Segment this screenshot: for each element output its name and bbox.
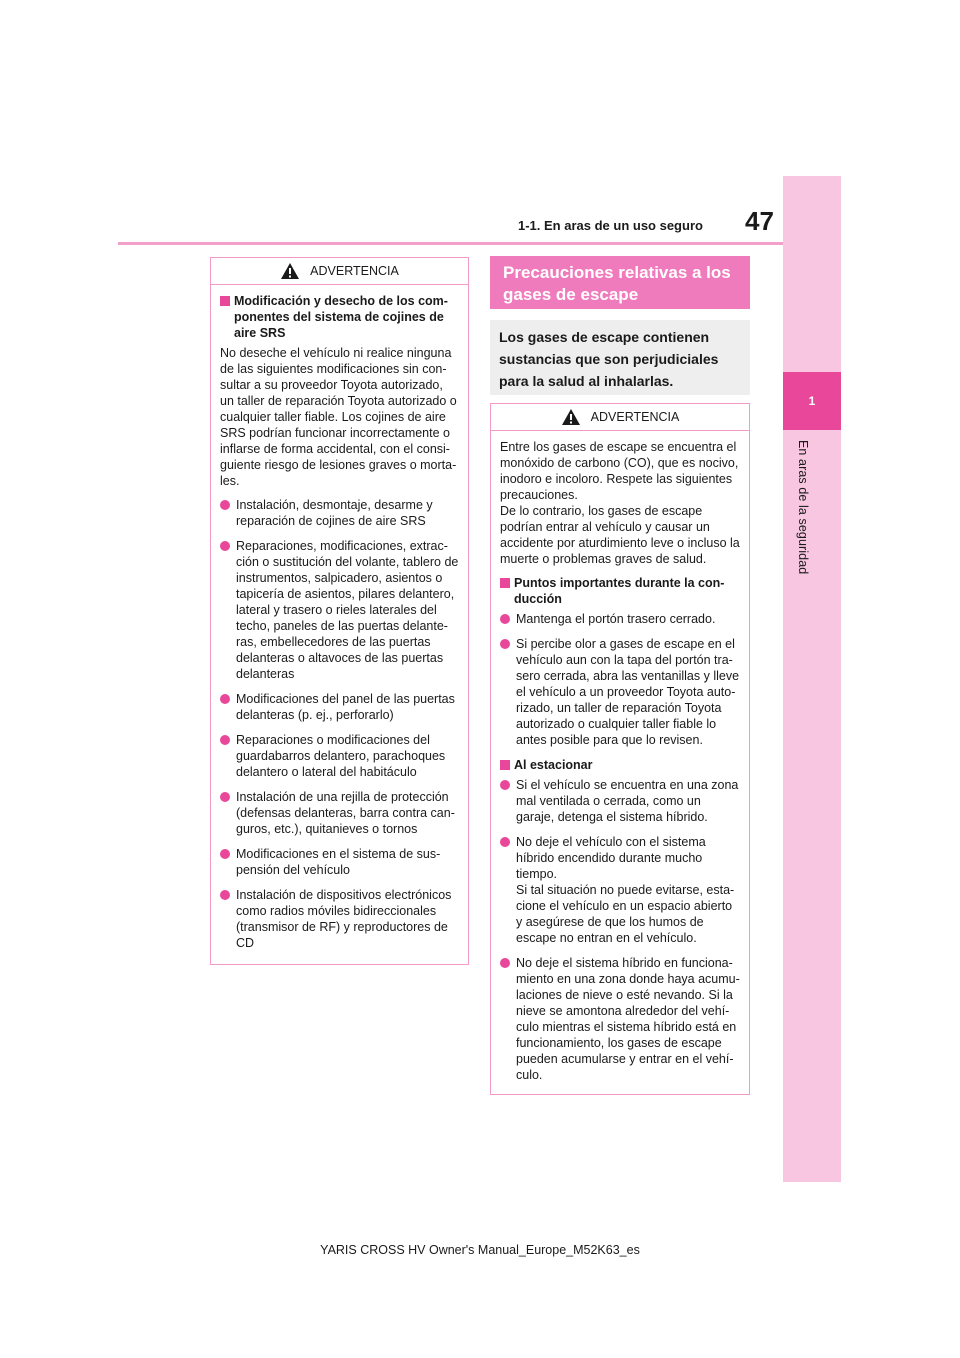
section-title-text: Modificación y desecho de los com-ponentes del sistema de cojines de aire SRS <box>234 294 448 340</box>
footer: YARIS CROSS HV Owner's Manual_Europe_M52K63_es <box>320 1243 640 1257</box>
dot-bullet-icon <box>500 780 510 790</box>
warning-header <box>211 258 468 285</box>
list-item <box>500 955 740 1083</box>
page-number: 47 <box>745 206 774 236</box>
section-title <box>220 293 459 341</box>
list-item <box>220 691 459 723</box>
warning-intro: Entre los gases de escape se encuentra el monóxido de carbono (CO), que es nocivo, inodoro e incoloro. Respete las siguientes precauciones. <box>500 440 739 502</box>
side-tab-label: En aras de la seguridad <box>796 440 810 575</box>
section-summary: Los gases de escape contienen sustancias que son perjudiciales para la salud al inhalarlas. <box>490 320 750 395</box>
section-title-text: Al estacionar <box>514 758 593 772</box>
section-title-exhaust: Precauciones relativas a los gases de escape <box>490 256 750 309</box>
side-tab-chapter-number[interactable]: 1 <box>783 372 841 430</box>
warning-heading: ADVERTENCIA <box>310 264 399 278</box>
list-item-text: Instalación de una rejilla de protección (defensas delanteras, barra contra can-guros, etc.), quitanieves o tornos <box>236 790 455 836</box>
dot-bullet-icon <box>500 639 510 649</box>
dot-bullet-icon <box>500 958 510 968</box>
dot-bullet-icon <box>220 849 230 859</box>
list-item <box>220 732 459 780</box>
list-item-text: Modificaciones del panel de las puertas delanteras (p. ej., perforarlo) <box>236 692 455 722</box>
dot-bullet-icon <box>220 500 230 510</box>
section-title <box>500 757 740 773</box>
list-item-text: Mantenga el portón trasero cerrado. <box>516 612 716 626</box>
list-item <box>500 636 740 748</box>
list-item-text-group <box>516 834 740 946</box>
dot-bullet-icon <box>220 735 230 745</box>
list-item-text: Reparaciones, modificaciones, extrac-ción o sustitución del volante, tablero de instrumentos, salpicadero, asientos o tapicería de asientos, pilares delantero, lateral y trasero o rieles laterales del techo, paneles de las puertas delante-ras, embellecedores de las puertas delanteras o altavoces de las puertas delanteras <box>236 539 459 681</box>
list-item-text: Instalación de dispositivos electrónicos como radios móviles bidireccionales (transmisor de RF) y reproductores de CD <box>236 888 452 950</box>
warning-intro: No deseche el vehículo ni realice ninguna de las siguientes modificaciones sin con-sultar a su proveedor Toyota autorizado, un taller de reparación Toyota autorizado o cualquier taller fiable. Los cojines de aire SRS podrían funcionar incorrectamente o inflarse de forma accidental, con el consi-guiente riesgo de lesiones graves o morta-les. <box>220 346 457 488</box>
header-rule <box>118 242 783 245</box>
square-bullet-icon <box>220 296 230 306</box>
list-item-text: Modificaciones en el sistema de sus-pensión del vehículo <box>236 847 441 877</box>
list-item-text: Si percibe olor a gases de escape en el vehículo aun con la tapa del portón tra-sero cerrada, abra las ventanillas y lleve el vehículo a un proveedor Toyota auto-rizado, un taller de reparación Toyota autorizado o cualquier taller fiable lo antes posible para que lo revisen. <box>516 637 740 747</box>
dot-bullet-icon <box>220 792 230 802</box>
list-item <box>220 789 459 837</box>
list-item-text: No deje el vehículo con el sistema híbrido encendido durante mucho tiempo. <box>516 835 706 881</box>
list-item <box>220 497 459 529</box>
list-item-text: Reparaciones o modificaciones del guardabarros delantero, parachoques delantero o lateral del habitáculo <box>236 733 446 779</box>
section-title-text: Puntos importantes durante la con-ducción <box>514 576 725 606</box>
warning-intro-2: De lo contrario, los gases de escape podrían entrar al vehículo y causar un accidente por aturdimiento leve o incluso la muerte o problemas graves de salud. <box>500 504 740 566</box>
chapter-title: 1-1. En aras de un uso seguro <box>518 218 703 233</box>
dot-bullet-icon <box>500 614 510 624</box>
list-item-text: Instalación, desmontaje, desarme y reparación de cojines de aire SRS <box>236 498 433 528</box>
list-item-text-extra: Si tal situación no puede evitarse, esta-cione el vehículo en un espacio abierto y asegúrese de que los humos de escape no entran en el vehículo. <box>516 883 735 945</box>
warning-header <box>491 404 749 431</box>
warning-box-airbag <box>210 257 469 965</box>
list-item <box>500 611 740 627</box>
dot-bullet-icon <box>500 837 510 847</box>
dot-bullet-icon <box>220 890 230 900</box>
list-item <box>500 834 740 946</box>
dot-bullet-icon <box>220 541 230 551</box>
list-item <box>220 846 459 878</box>
square-bullet-icon <box>500 578 510 588</box>
list-item <box>500 777 740 825</box>
list-item-text: Si el vehículo se encuentra en una zona mal ventilada o cerrada, como un garaje, detenga el sistema híbrido. <box>516 778 739 824</box>
warning-box-exhaust <box>490 403 750 1095</box>
warning-heading: ADVERTENCIA <box>590 410 680 424</box>
dot-bullet-icon <box>220 694 230 704</box>
list-item <box>220 887 459 951</box>
warning-triangle-icon <box>280 262 300 280</box>
side-tab <box>783 176 841 1182</box>
list-item <box>220 538 459 682</box>
square-bullet-icon <box>500 760 510 770</box>
warning-triangle-icon <box>561 408 581 426</box>
list-item-text: No deje el sistema híbrido en funciona-miento en una zona donde haya acumu-laciones de nieve o esté nevando. Si la nieve se amontona alrededor del vehí-culo mientras el sistema híbrido está en funcionamiento, los gases de escape pueden acumularse y entrar en el vehí-culo. <box>516 956 740 1082</box>
section-title <box>500 575 740 607</box>
